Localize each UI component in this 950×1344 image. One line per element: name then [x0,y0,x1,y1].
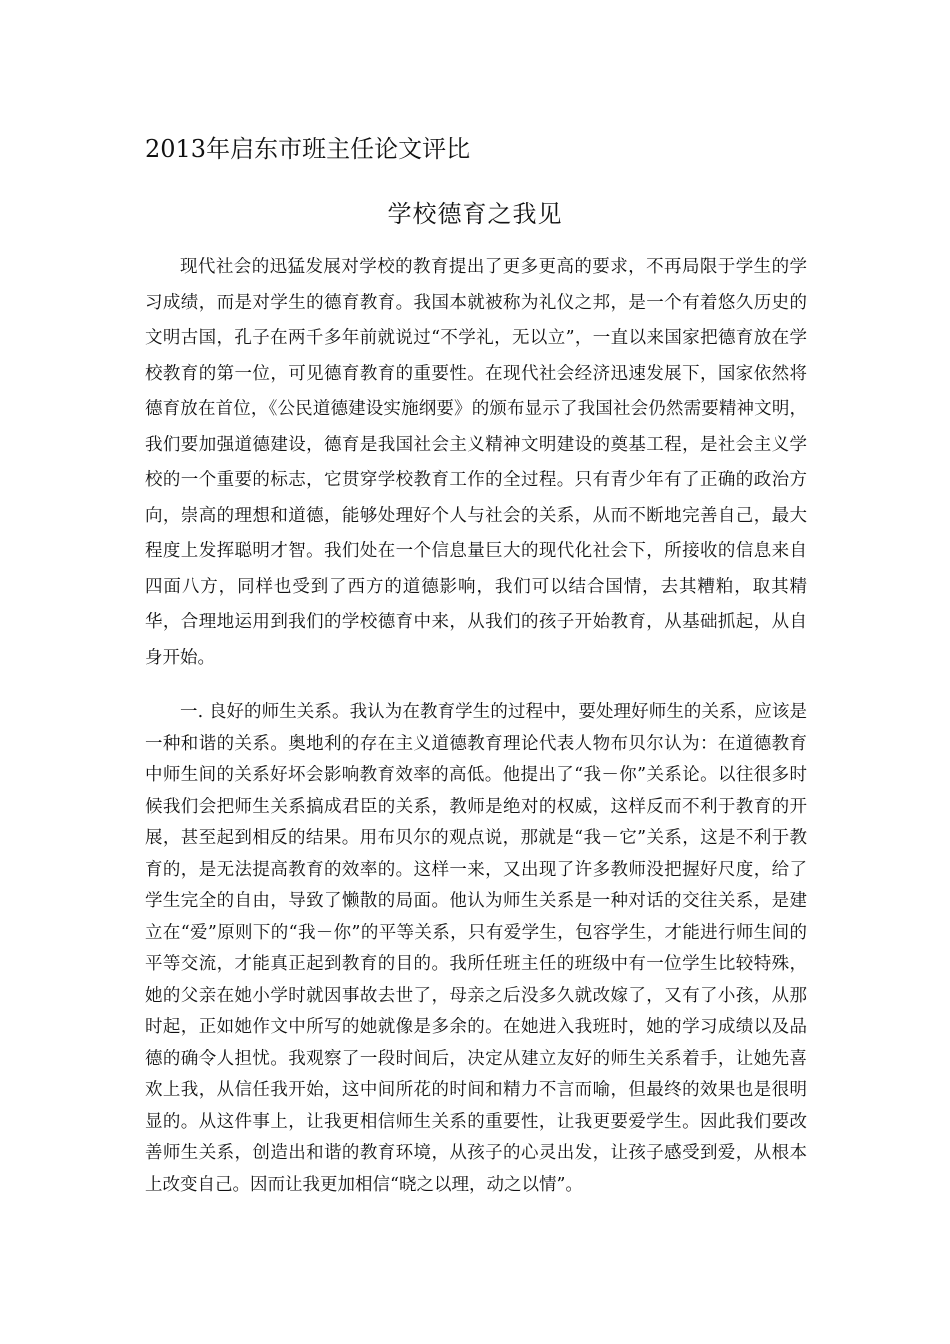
document-heading: 2013年启东市班主任论文评比 [145,135,471,163]
body-paragraph-intro: 现代社会的迅猛发展对学校的教育提出了更多更高的要求，不再局限于学生的学习成绩，而是对学生的德育教育。我国本就被称为礼仪之邦，是一个有着悠久历史的文明古国，孔子在两千多年前就说过“不学礼，无以立”，一直以来国家把德育放在学校教育的第一位，可见德育教育的重要性。在现代社会经济迅速发展下，国家依然将德育放在首位，《公民道德建设实施纲要》的颁布显示了我国社会仍然需要精神文明，我们要加强道德建设，德育是我国社会主义精神文明建设的奠基工程，是社会主义学校的一个重要的标志，它贯穿学校教育工作的全过程。只有青少年有了正确的政治方向，崇高的理想和道德，能够处理好个人与社会的关系，从而不断地完善自己，最大程度上发挥聪明才智。我们处在一个信息量巨大的现代化社会下，所接收的信息来自四面八方，同样也受到了西方的道德影响，我们可以结合国情，去其糟粕，取其精华，合理地运用到我们的学校德育中来，从我们的孩子开始教育，从基础抓起，从自身开始。 [145,257,807,668]
document-title: 学校德育之我见 [387,200,563,228]
body-paragraph-section-1: 一. 良好的师生关系。我认为在教育学生的过程中，要处理好师生的关系，应该是一种和谐的关系。奥地利的存在主义道德教育理论代表人物布贝尔认为：在道德教育中师生间的关系好坏会影响教育效率的高低。他提出了“我－你”关系论。以往很多时候我们会把师生关系搞成君臣的关系，教师是绝对的权威，这样反而不利于教育的开展，甚至起到相反的结果。用布贝尔的观点说，那就是“我－它”关系，这是不利于教育的，是无法提高教育的效率的。这样一来，又出现了许多教师没把握好尺度，给了学生完全的自由，导致了懒散的局面。他认为师生关系是一种对话的交往关系，是建立在“爱”原则下的“我－你”的平等关系，只有爱学生，包容学生，才能进行师生间的平等交流，才能真正起到教育的目的。我所任班主任的班级中有一位学生比较特殊，她的父亲在她小学时就因事故去世了，母亲之后没多久就改嫁了，又有了小孩，从那时起，正如她作文中所写的她就像是多余的。在她进入我班时，她的学习成绩以及品德的确令人担忧。我观察了一段时间后，决定从建立友好的师生关系着手，让她先喜欢上我，从信任我开始，这中间所花的时间和精力不言而喻，但最终的效果也是很明显的。从这件事上，让我更相信师生关系的重要性，让我更要爱学生。因此我们要改善师生关系，创造出和谐的教育环境，从孩子的心灵出发，让孩子感受到爱，从根本上改变自己。因而让我更加相信“晓之以理，动之以情”。 [145,702,807,1195]
